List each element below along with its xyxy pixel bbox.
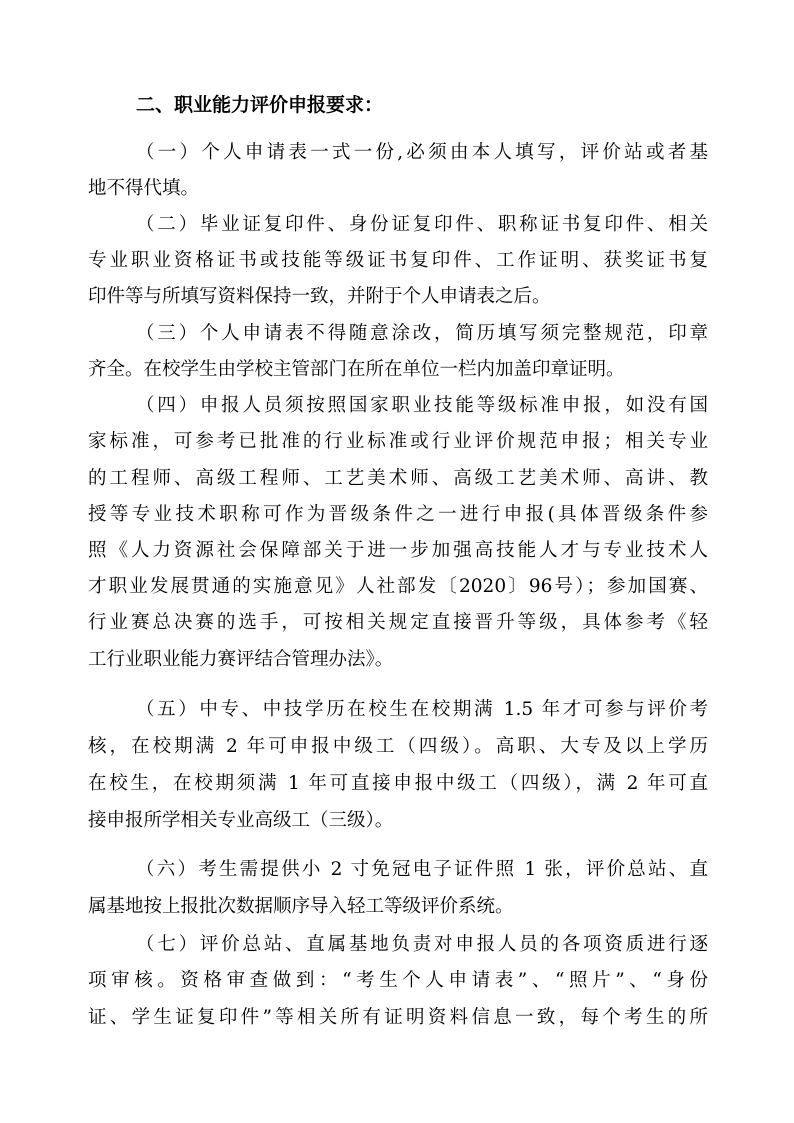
- paragraph-5-line-2: 核，在校期满 2 年可申报中级工（四级）。高职、大专及以上学历: [88, 736, 708, 757]
- paragraph-2-line-2: 专业职业资格证书或技能等级证书复印件、工作证明、获奖证书复: [88, 250, 708, 271]
- paragraph-6-line-1: （六）考生需提供小 2 寸免冠电子证件照 1 张，评价总站、直: [136, 859, 708, 880]
- paragraph-4-line-1: （四）申报人员须按照国家职业技能等级标准申报，如没有国: [136, 395, 708, 416]
- paragraph-4-line-3: 的工程师、高级工程师、工艺美术师、高级工艺美术师、高讲、教: [88, 468, 708, 489]
- paragraph-7-line-2: 项审核。资格审查做到：“考生个人申请表”、“照片”、“身份: [88, 970, 708, 991]
- paragraph-4-line-6: 才职业发展贯通的实施意见》人社部发〔2020〕96号）；参加国赛、: [88, 576, 708, 597]
- paragraph-4-line-7: 行业赛总决赛的选手，可按相关规定直接晋升等级，具体参考《轻: [88, 612, 708, 633]
- paragraph-4-line-8: 工行业职业能力赛评结合管理办法》。: [88, 649, 394, 670]
- paragraph-6-line-2: 属基地按上报批次数据顺序导入轻工等级评价系统。: [88, 896, 514, 917]
- paragraph-3-line-2: 齐全。在校学生由学校主管部门在所在单位一栏内加盖印章证明。: [88, 359, 625, 380]
- paragraph-1-line-2: 地不得代填。: [88, 178, 200, 199]
- section-heading: 二、职业能力评价申报要求：: [136, 94, 384, 116]
- paragraph-7-line-3: 证、学生证复印件”等相关所有证明资料信息一致，每个考生的所: [88, 1007, 708, 1028]
- paragraph-5-line-1: （五）中专、中技学历在校生在校期满 1.5 年才可参与评价考: [136, 699, 708, 720]
- paragraph-4-line-2: 家标准，可参考已批准的行业标准或行业评价规范申报；相关专业: [88, 431, 708, 452]
- paragraph-3-line-1: （三）个人申请表不得随意涂改，简历填写须完整规范，印章: [136, 323, 708, 344]
- paragraph-5-line-3: 在校生，在校期须满 1 年可直接申报中级工（四级），满 2 年可直: [88, 773, 708, 794]
- paragraph-5-line-4: 接申报所学相关专业高级工（三级）。: [88, 810, 394, 831]
- paragraph-2-line-3: 印件等与所填写资料保持一致，并附于个人申请表之后。: [88, 286, 551, 307]
- paragraph-4-line-5: 照《人力资源社会保障部关于进一步加强高技能人才与专业技术人: [88, 540, 708, 561]
- paragraph-2-line-1: （二）毕业证复印件、身份证复印件、职称证书复印件、相关: [136, 214, 708, 235]
- paragraph-4-line-4: 授等专业技术职称可作为晋级条件之一进行申报(具体晋级条件参: [88, 504, 708, 525]
- paragraph-1-line-1: （一）个人申请表一式一份,必须由本人填写，评价站或者基: [136, 142, 708, 163]
- paragraph-7-line-1: （七）评价总站、直属基地负责对申报人员的各项资质进行逐: [136, 934, 708, 955]
